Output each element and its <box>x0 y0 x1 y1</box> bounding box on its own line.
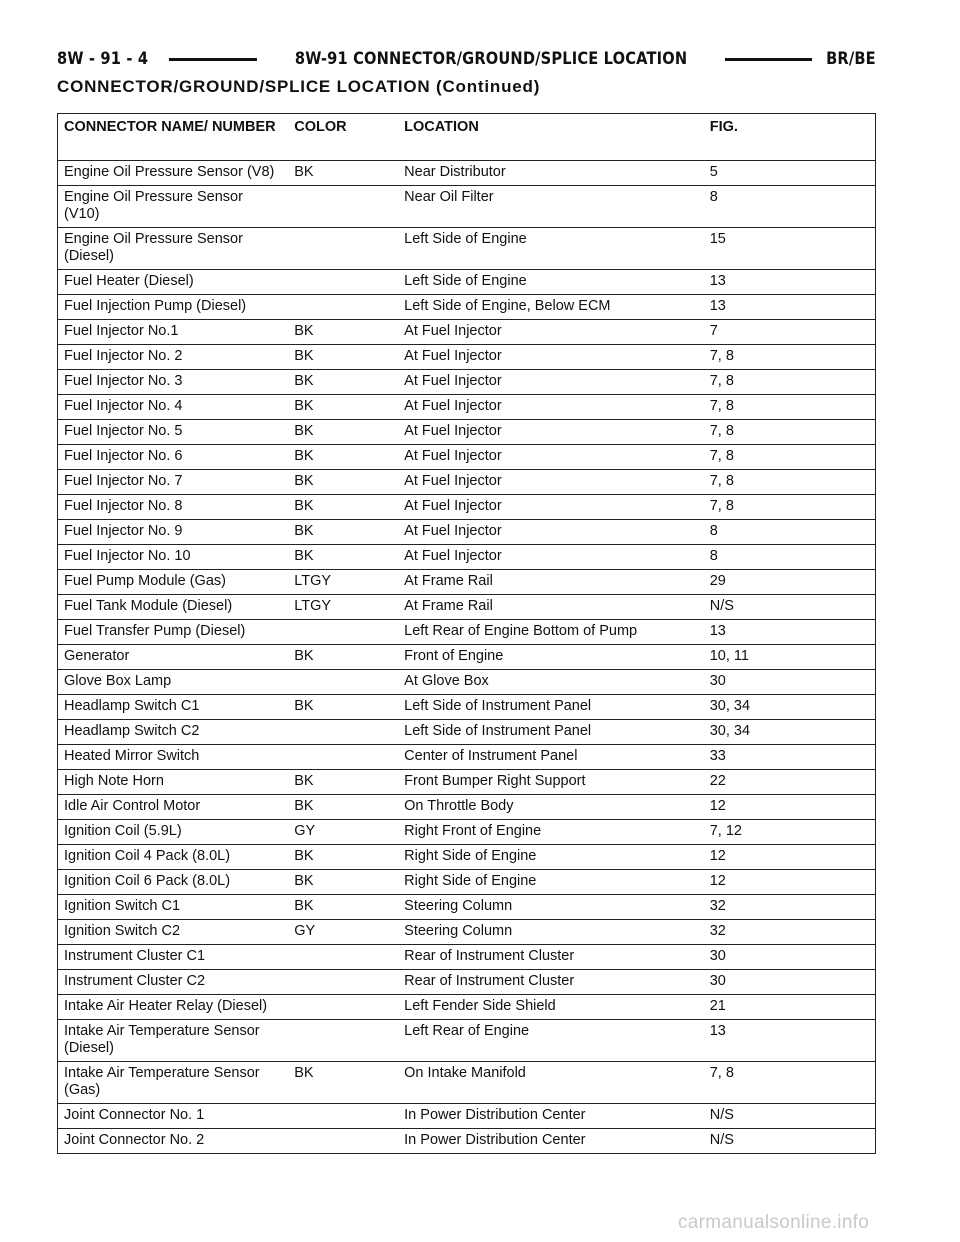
cell-color: BK <box>288 845 398 870</box>
cell-location: At Fuel Injector <box>398 470 704 495</box>
column-header-fig: FIG. <box>704 114 876 161</box>
cell-connector-name: Engine Oil Pressure Sensor (V10) <box>58 186 289 228</box>
table-row <box>58 645 876 670</box>
cell-connector-name: Engine Oil Pressure Sensor (V8) <box>58 161 289 186</box>
table-row <box>58 845 876 870</box>
cell-fig: 8 <box>704 186 876 228</box>
cell-connector-name: Intake Air Heater Relay (Diesel) <box>58 995 289 1020</box>
cell-location: At Fuel Injector <box>398 395 704 420</box>
cell-location: Near Oil Filter <box>398 186 704 228</box>
cell-color <box>288 720 398 745</box>
cell-location: Left Side of Engine <box>398 228 704 270</box>
table-row <box>58 720 876 745</box>
table-row <box>58 186 876 228</box>
table-row <box>58 228 876 270</box>
cell-fig: 7, 8 <box>704 420 876 445</box>
cell-fig: 7, 8 <box>704 370 876 395</box>
cell-fig: 7, 8 <box>704 495 876 520</box>
cell-color: BK <box>288 161 398 186</box>
cell-location: Rear of Instrument Cluster <box>398 945 704 970</box>
cell-connector-name: Fuel Injector No. 5 <box>58 420 289 445</box>
cell-fig: 12 <box>704 870 876 895</box>
cell-location: Steering Column <box>398 920 704 945</box>
cell-color: BK <box>288 870 398 895</box>
cell-fig: 32 <box>704 895 876 920</box>
table-row <box>58 620 876 645</box>
cell-location: At Fuel Injector <box>398 320 704 345</box>
cell-location: Left Rear of Engine <box>398 1020 704 1062</box>
cell-location: Left Side of Instrument Panel <box>398 695 704 720</box>
cell-connector-name: Fuel Tank Module (Diesel) <box>58 595 289 620</box>
cell-location: On Intake Manifold <box>398 1062 704 1104</box>
cell-location: Rear of Instrument Cluster <box>398 970 704 995</box>
cell-location: On Throttle Body <box>398 795 704 820</box>
cell-connector-name: Fuel Heater (Diesel) <box>58 270 289 295</box>
table-row <box>58 320 876 345</box>
cell-color <box>288 970 398 995</box>
cell-fig: 7, 8 <box>704 1062 876 1104</box>
cell-connector-name: Engine Oil Pressure Sensor (Diesel) <box>58 228 289 270</box>
cell-connector-name: Instrument Cluster C1 <box>58 945 289 970</box>
cell-color <box>288 295 398 320</box>
cell-color <box>288 1104 398 1129</box>
cell-connector-name: Joint Connector No. 1 <box>58 1104 289 1129</box>
cell-connector-name: Fuel Transfer Pump (Diesel) <box>58 620 289 645</box>
cell-location: Left Side of Engine, Below ECM <box>398 295 704 320</box>
cell-color: BK <box>288 520 398 545</box>
chapter-title: 8W-91 CONNECTOR/GROUND/SPLICE LOCATION <box>294 49 687 69</box>
cell-connector-name: Intake Air Temperature Sensor (Diesel) <box>58 1020 289 1062</box>
model-code: BR/BE <box>826 49 877 69</box>
cell-connector-name: Fuel Injector No. 10 <box>58 545 289 570</box>
cell-location: At Glove Box <box>398 670 704 695</box>
cell-location: In Power Distribution Center <box>398 1129 704 1154</box>
cell-color: LTGY <box>288 570 398 595</box>
table-row <box>58 770 876 795</box>
cell-fig: N/S <box>704 1129 876 1154</box>
cell-location: Front of Engine <box>398 645 704 670</box>
cell-connector-name: Ignition Coil (5.9L) <box>58 820 289 845</box>
cell-connector-name: Fuel Injector No. 8 <box>58 495 289 520</box>
table-row <box>58 1104 876 1129</box>
cell-color: BK <box>288 345 398 370</box>
cell-color: BK <box>288 770 398 795</box>
cell-color <box>288 745 398 770</box>
cell-location: Right Front of Engine <box>398 820 704 845</box>
table-row <box>58 420 876 445</box>
cell-connector-name: Fuel Injector No. 7 <box>58 470 289 495</box>
cell-connector-name: Fuel Injector No. 3 <box>58 370 289 395</box>
cell-location: At Fuel Injector <box>398 420 704 445</box>
cell-connector-name: Fuel Injector No. 2 <box>58 345 289 370</box>
column-header-color: COLOR <box>288 114 398 161</box>
cell-connector-name: Heated Mirror Switch <box>58 745 289 770</box>
table-row <box>58 745 876 770</box>
cell-fig: 30 <box>704 670 876 695</box>
watermark-text: carmanualsonline.info <box>678 1212 870 1233</box>
table-row <box>58 1062 876 1104</box>
cell-location: At Fuel Injector <box>398 495 704 520</box>
cell-location: At Frame Rail <box>398 570 704 595</box>
table-row <box>58 545 876 570</box>
cell-color: BK <box>288 695 398 720</box>
cell-color: BK <box>288 470 398 495</box>
cell-connector-name: Joint Connector No. 2 <box>58 1129 289 1154</box>
header-rule-left <box>169 58 256 61</box>
cell-connector-name: Instrument Cluster C2 <box>58 970 289 995</box>
cell-color: BK <box>288 545 398 570</box>
cell-fig: 30, 34 <box>704 720 876 745</box>
running-header <box>57 44 876 74</box>
cell-location: At Fuel Injector <box>398 370 704 395</box>
cell-connector-name: Generator <box>58 645 289 670</box>
cell-fig: 8 <box>704 545 876 570</box>
cell-location: Steering Column <box>398 895 704 920</box>
cell-fig: 30 <box>704 970 876 995</box>
cell-location: Right Side of Engine <box>398 870 704 895</box>
cell-location: At Fuel Injector <box>398 345 704 370</box>
cell-color <box>288 620 398 645</box>
cell-color: BK <box>288 645 398 670</box>
table-row <box>58 795 876 820</box>
cell-location: Center of Instrument Panel <box>398 745 704 770</box>
table-row <box>58 520 876 545</box>
cell-connector-name: Ignition Coil 6 Pack (8.0L) <box>58 870 289 895</box>
table-row <box>58 570 876 595</box>
table-row <box>58 395 876 420</box>
cell-fig: 15 <box>704 228 876 270</box>
cell-color: BK <box>288 370 398 395</box>
cell-fig: 12 <box>704 845 876 870</box>
cell-connector-name: Ignition Coil 4 Pack (8.0L) <box>58 845 289 870</box>
table-row <box>58 161 876 186</box>
cell-color <box>288 228 398 270</box>
cell-fig: N/S <box>704 1104 876 1129</box>
table-row <box>58 370 876 395</box>
cell-color <box>288 270 398 295</box>
table-row <box>58 445 876 470</box>
cell-location: Near Distributor <box>398 161 704 186</box>
cell-fig: 5 <box>704 161 876 186</box>
cell-connector-name: High Note Horn <box>58 770 289 795</box>
table-row <box>58 595 876 620</box>
cell-color: BK <box>288 1062 398 1104</box>
table-row <box>58 895 876 920</box>
page-number: 8W - 91 - 4 <box>57 49 149 69</box>
cell-fig: 7, 8 <box>704 470 876 495</box>
table-row <box>58 495 876 520</box>
column-header-connector: CONNECTOR NAME/ NUMBER <box>58 114 289 161</box>
cell-connector-name: Intake Air Temperature Sensor (Gas) <box>58 1062 289 1104</box>
table-row <box>58 295 876 320</box>
cell-color: BK <box>288 445 398 470</box>
cell-color: BK <box>288 495 398 520</box>
cell-connector-name: Fuel Injection Pump (Diesel) <box>58 295 289 320</box>
cell-fig: 29 <box>704 570 876 595</box>
table-row <box>58 270 876 295</box>
cell-color: BK <box>288 395 398 420</box>
cell-fig: 22 <box>704 770 876 795</box>
cell-fig: 13 <box>704 620 876 645</box>
cell-connector-name: Ignition Switch C2 <box>58 920 289 945</box>
cell-fig: 13 <box>704 295 876 320</box>
cell-connector-name: Fuel Injector No. 4 <box>58 395 289 420</box>
table-row <box>58 470 876 495</box>
table-row <box>58 345 876 370</box>
cell-color: GY <box>288 820 398 845</box>
table-row <box>58 670 876 695</box>
cell-location: At Fuel Injector <box>398 445 704 470</box>
cell-color: BK <box>288 895 398 920</box>
cell-fig: 7, 12 <box>704 820 876 845</box>
section-title: CONNECTOR/GROUND/SPLICE LOCATION (Continued) <box>57 77 541 96</box>
cell-fig: 10, 11 <box>704 645 876 670</box>
cell-color: BK <box>288 420 398 445</box>
cell-fig: 13 <box>704 270 876 295</box>
table-row <box>58 920 876 945</box>
cell-color: GY <box>288 920 398 945</box>
cell-color <box>288 186 398 228</box>
table-row <box>58 1129 876 1154</box>
table-row <box>58 995 876 1020</box>
cell-fig: 7, 8 <box>704 345 876 370</box>
column-header-location: LOCATION <box>398 114 704 161</box>
cell-connector-name: Fuel Injector No. 6 <box>58 445 289 470</box>
cell-location: At Fuel Injector <box>398 545 704 570</box>
cell-color <box>288 1129 398 1154</box>
cell-fig: 7, 8 <box>704 445 876 470</box>
cell-connector-name: Ignition Switch C1 <box>58 895 289 920</box>
cell-location: Left Rear of Engine Bottom of Pump <box>398 620 704 645</box>
cell-location: Right Side of Engine <box>398 845 704 870</box>
table-row <box>58 1020 876 1062</box>
cell-fig: 32 <box>704 920 876 945</box>
cell-location: Left Fender Side Shield <box>398 995 704 1020</box>
table-row <box>58 695 876 720</box>
cell-connector-name: Fuel Pump Module (Gas) <box>58 570 289 595</box>
table-row <box>58 970 876 995</box>
cell-connector-name: Fuel Injector No. 9 <box>58 520 289 545</box>
cell-fig: N/S <box>704 595 876 620</box>
cell-location: At Frame Rail <box>398 595 704 620</box>
cell-connector-name: Headlamp Switch C2 <box>58 720 289 745</box>
cell-color <box>288 670 398 695</box>
cell-location: Left Side of Instrument Panel <box>398 720 704 745</box>
cell-location: Front Bumper Right Support <box>398 770 704 795</box>
cell-color <box>288 1020 398 1062</box>
cell-fig: 33 <box>704 745 876 770</box>
cell-connector-name: Headlamp Switch C1 <box>58 695 289 720</box>
cell-color: LTGY <box>288 595 398 620</box>
cell-connector-name: Fuel Injector No.1 <box>58 320 289 345</box>
table-row <box>58 870 876 895</box>
cell-color: BK <box>288 795 398 820</box>
table-header-row <box>58 114 876 161</box>
cell-fig: 7, 8 <box>704 395 876 420</box>
header-rule-right <box>725 58 812 61</box>
cell-connector-name: Idle Air Control Motor <box>58 795 289 820</box>
cell-location: Left Side of Engine <box>398 270 704 295</box>
cell-location: In Power Distribution Center <box>398 1104 704 1129</box>
cell-fig: 12 <box>704 795 876 820</box>
cell-fig: 30, 34 <box>704 695 876 720</box>
connector-location-table <box>57 113 876 1154</box>
cell-color <box>288 995 398 1020</box>
cell-color <box>288 945 398 970</box>
cell-fig: 7 <box>704 320 876 345</box>
cell-fig: 8 <box>704 520 876 545</box>
cell-fig: 21 <box>704 995 876 1020</box>
cell-location: At Fuel Injector <box>398 520 704 545</box>
cell-fig: 13 <box>704 1020 876 1062</box>
table-row <box>58 945 876 970</box>
cell-connector-name: Glove Box Lamp <box>58 670 289 695</box>
cell-color: BK <box>288 320 398 345</box>
cell-fig: 30 <box>704 945 876 970</box>
table-row <box>58 820 876 845</box>
table-body <box>58 161 876 1154</box>
